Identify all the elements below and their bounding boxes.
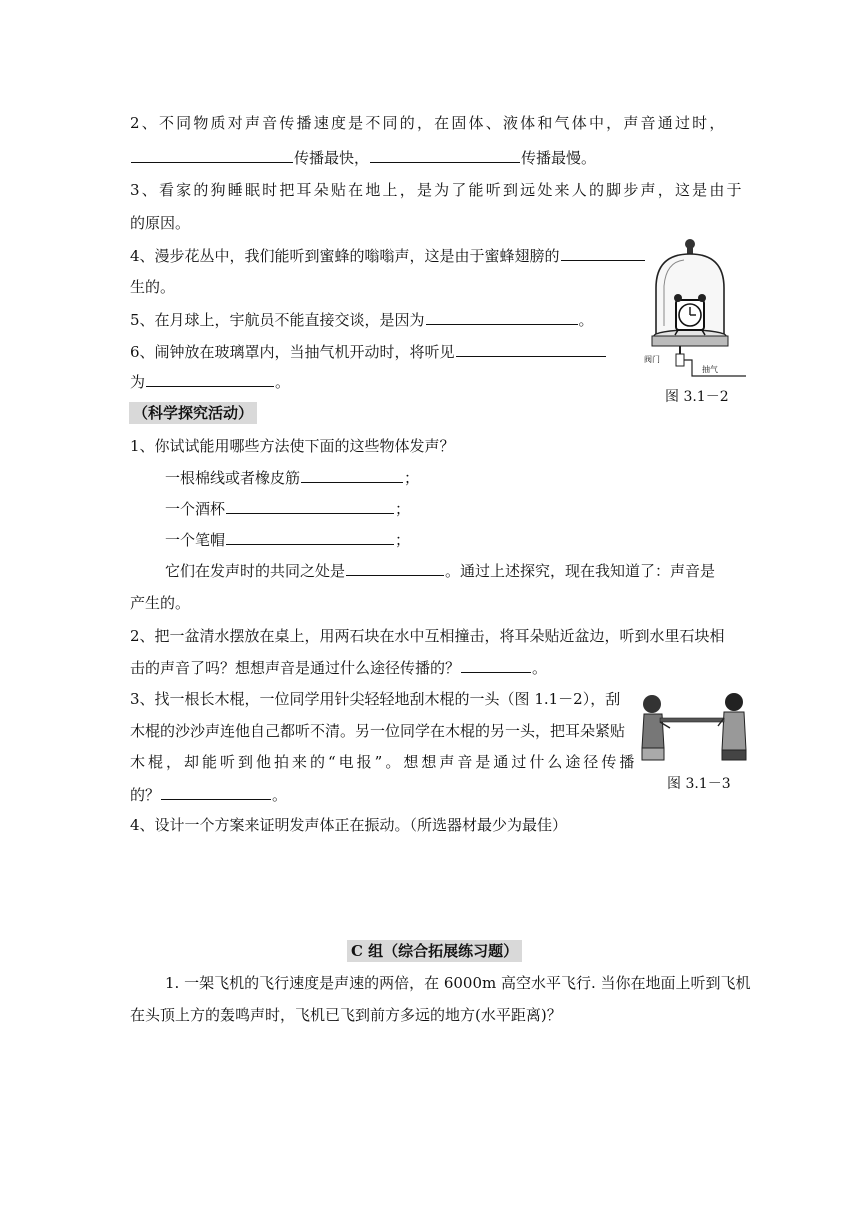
question-5-text: 5、在月球上，宇航员不能直接交谈，是因为 [130,311,425,329]
answer-blank-reason[interactable] [146,370,274,387]
answer-blank-water[interactable] [461,656,531,673]
inquiry-common-line-1 [165,559,715,582]
fastest-text: 传播最快， [294,149,370,167]
students-with-stick-figure [634,688,754,762]
common-text-b: 。通过上述探究，现在我知道了：声音是 [445,562,716,580]
figure-3-1-3-caption: 图 3.1－3 [667,776,731,792]
semicolon: ； [395,531,411,549]
answer-blank-pen-cap[interactable] [226,528,394,545]
question-4-line-1 [130,244,646,267]
question-4-text: 4、漫步花丛中，我们能听到蜜蜂的嗡嗡声，这是由于蜜蜂翅膀的 [130,247,560,265]
answer-blank-slowest[interactable] [370,146,520,163]
inquiry-question-2-line-2 [130,656,547,679]
period: 。 [275,373,291,391]
answer-blank-stick[interactable] [161,783,271,800]
question-5 [130,308,594,331]
inquiry-item-glass [165,497,410,520]
inquiry-question-3-line-3: 木棍，却能听到他拍来的“电报”。想想声音是通过什么途径传播 [130,753,638,771]
question-3-line-2: 的原因。 [130,214,191,232]
section-heading-inquiry: （科学探究活动） [129,402,257,424]
inquiry-question-3-line-4 [130,783,287,806]
question-2-line-1: 2、不同物质对声音传播速度是不同的，在固体、液体和气体中，声音通过时， [130,114,727,132]
question-4-line-2: 生的。 [130,278,176,296]
question-2-text: 击的声音了吗？想想声音是通过什么途径传播的？ [130,659,461,677]
semicolon: ； [395,500,411,518]
slowest-text: 传播最慢。 [521,149,597,167]
pump-label: 抽气 [702,365,718,374]
period: 。 [578,311,594,329]
inquiry-item-pen-cap [165,528,410,551]
question-3-line-1: 3、看家的狗睡眠时把耳朵贴在地上，是为了能听到远处来人的脚步声，这是由于 [130,181,744,199]
semicolon: ； [404,469,420,487]
answer-blank-common[interactable] [346,559,444,576]
answer-blank-hear[interactable] [456,340,606,357]
inquiry-question-3-line-1: 3、找一根长木棍，一位同学用针尖轻轻地刮木棍的一头（图 1.1－2），刮 [130,690,621,708]
bell-jar-alarm-clock-figure [640,236,750,384]
item-glass-text: 一个酒杯 [165,500,226,518]
inquiry-question-4: 4、设计一个方案来证明发声体正在振动。（所选器材最少为最佳） [130,816,568,834]
section-heading-c-group: C 组（综合拓展练习题） [347,940,522,962]
question-6-line-2 [130,370,290,393]
item-pen-cap-text: 一个笔帽 [165,531,226,549]
answer-blank-wings[interactable] [561,244,645,261]
answer-blank-cotton[interactable] [301,466,403,483]
question-6-text: 6、闹钟放在玻璃罩内，当抽气机开动时，将听见 [130,343,455,361]
item-cotton-text: 一根棉线或者橡皮筋 [165,469,301,487]
figure-3-1-2-caption: 图 3.1－2 [665,389,729,405]
period: 。 [532,659,548,677]
answer-blank-glass[interactable] [226,497,394,514]
c-question-1-line-1: 1. 一架飞机的飞行速度是声速的两倍，在 6000m 高空水平飞行. 当你在地面上听到飞机 [165,974,751,992]
question-2-line-2 [130,146,596,169]
inquiry-question-3-line-2: 木棍的沙沙声连他自己都听不清。另一位同学在木棍的另一头，把耳朵紧贴 [130,722,626,740]
question-6-line-1 [130,340,607,363]
inquiry-question-1: 1、你试试能用哪些方法使下面的这些物体发声？ [130,437,455,455]
question-6-because: 为 [130,373,146,391]
period: 。 [272,786,288,804]
c-question-1-line-2: 在头顶上方的轰鸣声时，飞机已飞到前方多远的地方(水平距离)？ [130,1006,562,1024]
question-3-end-text: 的？ [130,786,161,804]
inquiry-question-2-line-1: 2、把一盆清水摆放在桌上，用两石块在水中互相撞击，将耳朵贴近盆边，听到水里石块相 [130,627,725,645]
inquiry-common-line-2: 产生的。 [130,594,191,612]
inquiry-item-cotton [165,466,419,489]
answer-blank-fastest[interactable] [131,146,293,163]
answer-blank-moon[interactable] [426,308,578,325]
valve-label: 阀门 [644,355,660,364]
common-text-a: 它们在发声时的共同之处是 [165,562,346,580]
